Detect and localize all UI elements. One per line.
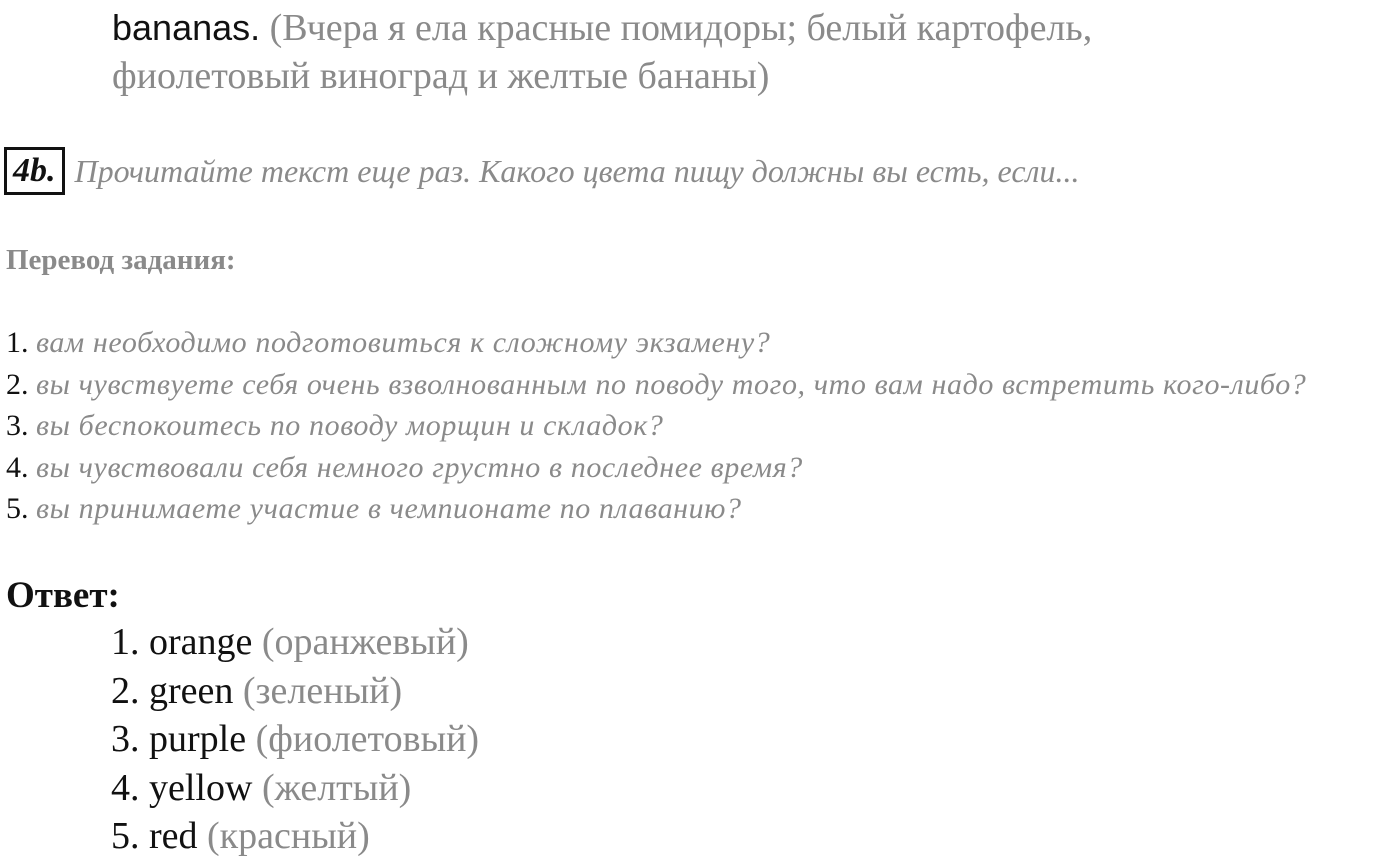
question-number: 4.	[6, 450, 29, 484]
answer-number: 1.	[111, 621, 140, 663]
question-text: вы беспокоитесь по поводу морщин и складок?	[36, 409, 664, 442]
question-text: вам необходимо подготовиться к сложному экзамену?	[36, 326, 771, 359]
question-number: 3.	[6, 409, 29, 442]
answers-list	[111, 618, 479, 861]
answer-item	[111, 764, 479, 813]
intro-english-word: bananas.	[112, 7, 261, 48]
answer-english: orange	[149, 621, 253, 663]
answer-russian: (зеленый)	[242, 669, 403, 712]
question-item	[6, 488, 1386, 530]
answer-number: 3.	[111, 718, 140, 760]
task-header	[4, 146, 1079, 196]
translation-heading: Перевод задания:	[6, 244, 236, 276]
intro-line-1	[112, 4, 1362, 52]
answer-number: 2.	[111, 669, 140, 712]
answer-russian: (желтый)	[261, 766, 412, 809]
answer-number: 4.	[111, 766, 140, 809]
task-number-badge: 4b.	[4, 147, 65, 195]
question-number: 2.	[6, 367, 29, 401]
question-item	[6, 364, 1386, 406]
questions-list	[6, 322, 1386, 530]
answer-item	[111, 812, 479, 861]
answer-russian: (оранжевый)	[261, 621, 469, 663]
answer-english: green	[149, 669, 234, 712]
question-number: 5.	[6, 492, 29, 525]
intro-translation-part-2: фиолетовый виноград и желтые бананы)	[112, 55, 770, 97]
question-number: 1.	[6, 326, 29, 359]
question-text: вы чувствуете себя очень взволнованным по поводу того, что вам надо встретить кого-либо?	[36, 367, 1307, 401]
answer-english: red	[149, 815, 198, 857]
answer-item	[111, 618, 479, 667]
answer-number: 5.	[111, 815, 140, 857]
answer-russian: (фиолетовый)	[255, 718, 480, 760]
question-item	[6, 322, 1386, 364]
answer-item	[111, 715, 479, 764]
intro-translation-part-1: (Вчера я ела красные помидоры; белый картофель,	[269, 7, 1093, 49]
question-item	[6, 405, 1386, 447]
answer-russian: (красный)	[207, 815, 370, 857]
question-text: вы принимаете участие в чемпионате по плаванию?	[36, 492, 742, 525]
question-item	[6, 447, 1386, 489]
answer-english: purple	[149, 718, 247, 760]
answer-heading: Ответ:	[6, 575, 120, 616]
task-instruction: Прочитайте текст еще раз. Какого цвета пищу должны вы есть, если...	[74, 152, 1080, 189]
answer-item	[111, 667, 479, 716]
intro-block	[112, 4, 1362, 100]
answer-english: yellow	[149, 766, 253, 809]
question-text: вы чувствовали себя немного грустно в последнее время?	[36, 450, 803, 484]
